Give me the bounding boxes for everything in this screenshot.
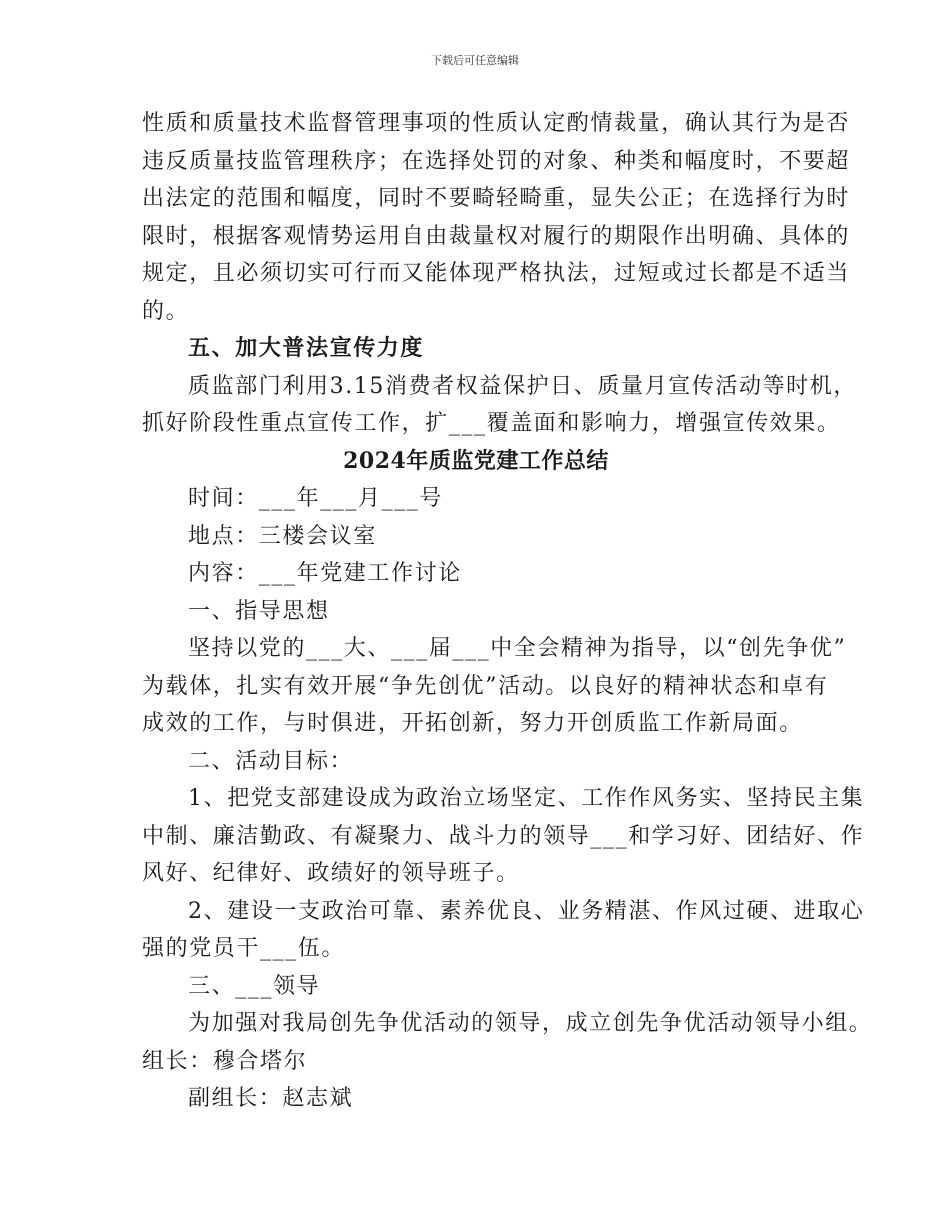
deputy-group-leader: 副组长：赵志斌 (188, 1086, 354, 1111)
paragraph-line: 为载体，扎实有效开展“争先创优”活动。以良好的精神状态和卓有 (142, 673, 829, 699)
paragraph-line: 成效的工作，与时俱进，开拓创新，努力开创质监工作新局面。 (142, 711, 803, 736)
paragraph-line: 1、把党支部建设成为政治立场坚定、工作作风务实、坚持民主集 (188, 786, 865, 811)
document-body (142, 105, 873, 1118)
meeting-time: 时间：___年___月___号 (188, 486, 444, 511)
paragraph-line: 2、建设一支政治可靠、素养优良、业务精湛、作风过硬、进取心 (188, 898, 865, 924)
paragraph-line: 性质和质量技术监督管理事项的性质认定酌情裁量，确认其行为是否 (142, 111, 851, 136)
paragraph-line: 为加强对我局创先争优活动的领导，成立创先争优活动领导小组。 (188, 1011, 873, 1036)
section-heading: 三、___领导 (188, 973, 321, 999)
paragraph-line: 违反质量技监管理秩序；在选择处罚的对象、种类和幅度时，不要超 (142, 148, 851, 174)
meeting-location: 地点：三楼会议室 (188, 523, 377, 549)
paragraph-line: 的。 (142, 298, 190, 324)
paragraph-line: 规定，且必须切实可行而又能体现严格执法，过短或过长都是不适当 (142, 261, 851, 286)
section-heading: 一、指导思想 (188, 598, 330, 624)
meeting-content: 内容：___年党建工作讨论 (188, 561, 462, 586)
section-heading: 二、活动目标： (188, 748, 354, 774)
paragraph-line: 限时，根据客观情势运用自由裁量权对履行的期限作出明确、具体的 (142, 223, 851, 249)
paragraph-line: 中制、廉洁勤政、有凝聚力、战斗力的领导___和学习好、团结好、作 (142, 823, 865, 849)
paragraph-line: 质监部门利用3.15消费者权益保护日、质量月宣传活动等时机， (188, 373, 857, 399)
group-leader: 组长：穆合塔尔 (142, 1048, 308, 1074)
paragraph-line: 出法定的范围和幅度，同时不要畸轻畸重，显失公正；在选择行为时 (142, 186, 851, 211)
paragraph-line: 坚持以党的___大、___届___中全会精神为指导，以“创先争优” (188, 636, 847, 661)
paragraph-line: 风好、纪律好、政绩好的领导班子。 (142, 861, 520, 886)
paragraph-line: 强的党员干___伍。 (142, 936, 346, 961)
document-title: 2024年质监党建工作总结 (343, 447, 609, 474)
section-heading: 五、加大普法宣传力度 (188, 335, 425, 361)
paragraph-line: 抓好阶段性重点宣传工作，扩___覆盖面和影响力，增强宣传效果。 (142, 411, 841, 436)
header-note: 下载后可任意编辑 (431, 54, 519, 67)
